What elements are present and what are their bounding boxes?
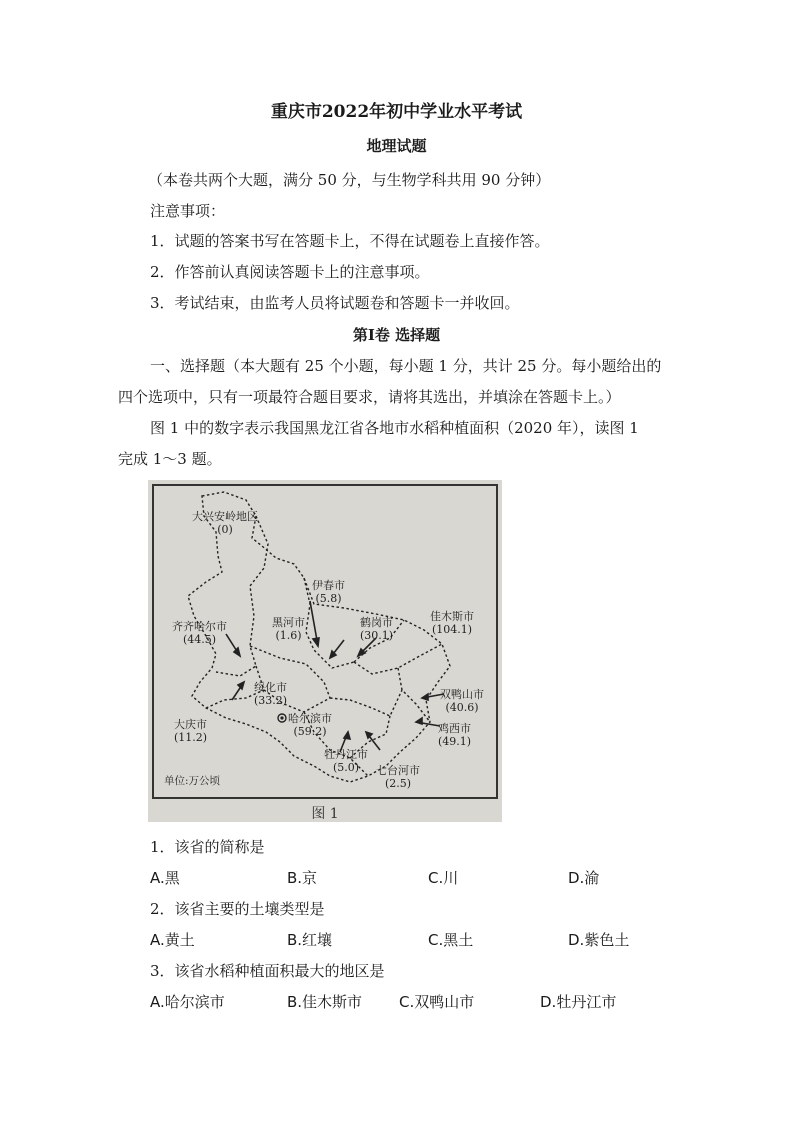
section-title: 第Ⅰ卷 选择题 bbox=[352, 326, 441, 344]
map-label-qitaihe: 七台河市 (2.5) bbox=[376, 764, 420, 790]
option-d[interactable]: D.牡丹江市 bbox=[540, 993, 617, 1011]
option-c[interactable]: C.黑土 bbox=[428, 931, 474, 949]
figure-caption: 图 1 bbox=[311, 806, 339, 822]
option-a[interactable]: A.黄土 bbox=[150, 931, 195, 949]
map-label-jiamusi: 佳木斯市 (104.1) bbox=[430, 610, 474, 636]
map-label-shuangyashan: 双鸭山市 (40.6) bbox=[440, 688, 484, 714]
map-label-harbin: 哈尔滨市 (59.2) bbox=[288, 712, 332, 738]
option-c[interactable]: C.川 bbox=[428, 869, 459, 887]
exam-note: （本卷共两个大题，满分 50 分，与生物学科共用 90 分钟） bbox=[148, 171, 551, 189]
question-intro: 图 1 中的数字表示我国黑龙江省各地市水稻种植面积（2020 年），读图 1 bbox=[150, 419, 639, 437]
map-label-daxinganling: 大兴安岭地区 (0) bbox=[192, 510, 258, 536]
map-label-yichun: 伊春市 (5.8) bbox=[312, 579, 345, 605]
section-instruction: 四个选项中，只有一项最符合题目要求，请将其选出，并填涂在答题卡上。） bbox=[118, 388, 621, 406]
option-b[interactable]: B.佳木斯市 bbox=[287, 993, 363, 1011]
map-frame bbox=[152, 484, 498, 799]
notice-item: 2．作答前认真阅读答题卡上的注意事项。 bbox=[150, 263, 430, 281]
map-unit: 单位:万公顷 bbox=[164, 775, 221, 787]
map-label-mudanjiang: 牡丹江市 (5.0) bbox=[324, 748, 368, 774]
map-label-jixi: 鸡西市 (49.1) bbox=[438, 722, 472, 748]
question-stem: 1．该省的简称是 bbox=[150, 838, 265, 856]
question-intro: 完成 1～3 题。 bbox=[118, 450, 222, 468]
option-a[interactable]: A.哈尔滨市 bbox=[150, 993, 225, 1011]
notice-item: 3．考试结束，由监考人员将试题卷和答题卡一并收回。 bbox=[150, 294, 520, 312]
map-label-suihua: 绥化市 (33.2) bbox=[254, 681, 288, 707]
option-a[interactable]: A.黑 bbox=[150, 869, 180, 887]
option-d[interactable]: D.紫色土 bbox=[568, 931, 630, 949]
section-instruction: 一、选择题（本大题有 25 个小题，每小题 1 分，共计 25 分。每小题给出的 bbox=[150, 357, 662, 375]
map-label-daqing: 大庆市 (11.2) bbox=[174, 718, 208, 744]
map-label-heihe: 黑河市 (1.6) bbox=[272, 616, 305, 642]
option-c[interactable]: C.双鸭山市 bbox=[399, 993, 475, 1011]
map-label-hegang: 鹤岗市 (30.1) bbox=[360, 616, 394, 642]
question-stem: 2．该省主要的土壤类型是 bbox=[150, 900, 325, 918]
notice-heading: 注意事项： bbox=[150, 202, 226, 220]
option-d[interactable]: D.渝 bbox=[568, 869, 600, 887]
option-b[interactable]: B.京 bbox=[287, 869, 318, 887]
subject-title: 地理试题 bbox=[366, 137, 427, 155]
notice-item: 1．试题的答案书写在答题卡上，不得在试题卷上直接作答。 bbox=[150, 232, 550, 250]
option-b[interactable]: B.红壤 bbox=[287, 931, 333, 949]
map-label-qiqihar: 齐齐哈尔市 (44.5) bbox=[172, 620, 227, 646]
exam-title: 重庆市2022年初中学业水平考试 bbox=[270, 102, 523, 122]
figure-1-map bbox=[148, 480, 502, 822]
question-stem: 3．该省水稻种植面积最大的地区是 bbox=[150, 962, 385, 980]
